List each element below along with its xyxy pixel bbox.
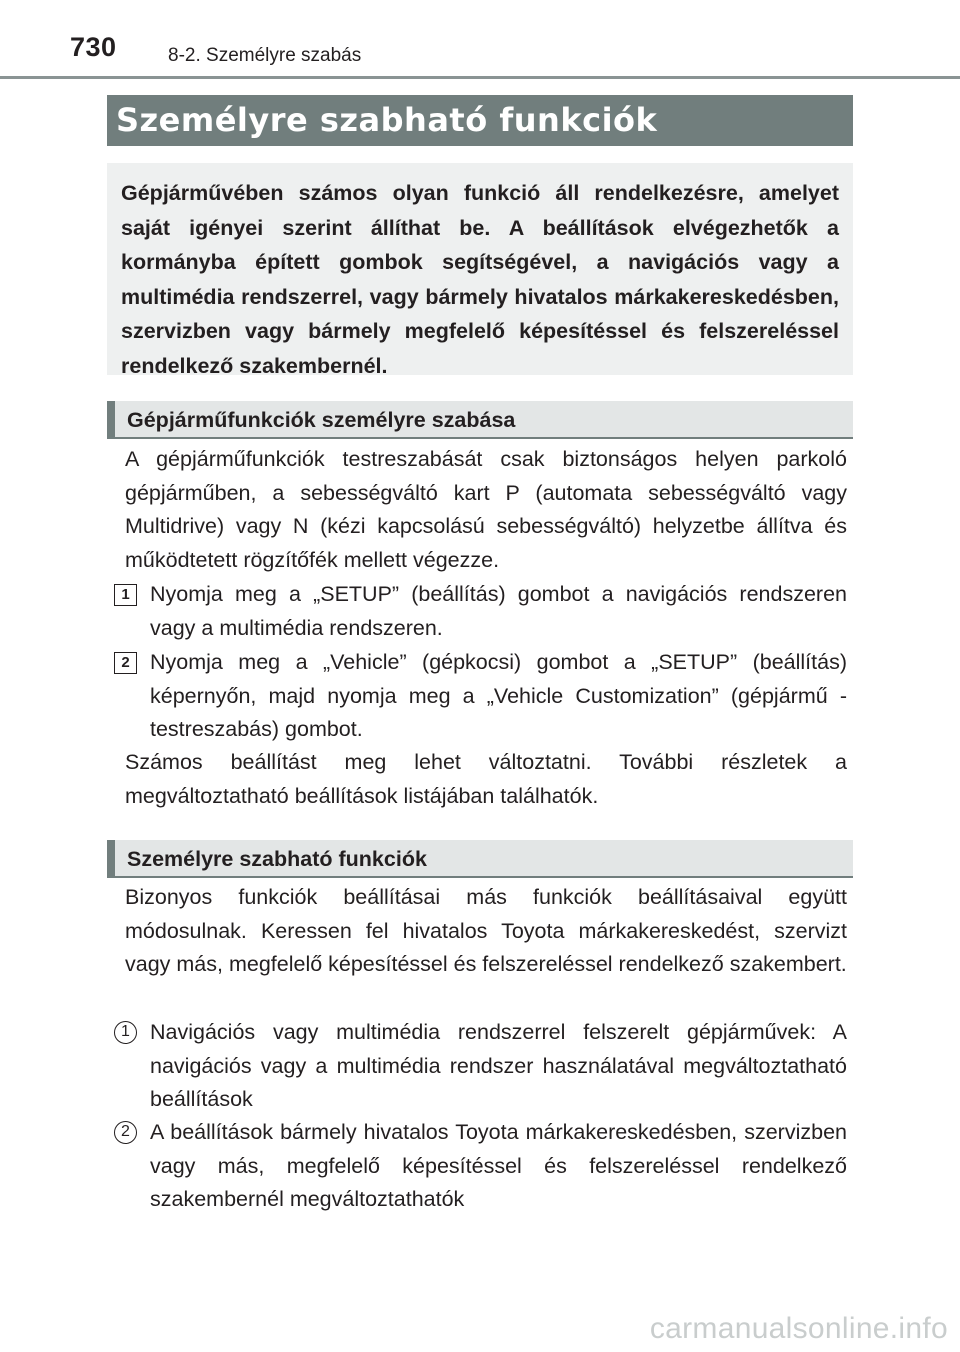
section-heading-vehicle-customization bbox=[107, 401, 853, 439]
circled-number: 1 bbox=[114, 1021, 137, 1044]
section2-paragraph: Bizonyos funkciók beállításai más funkciók beállításaival együtt módosulnak. Keressen fel hivatalos Toyota márkakereskedést, szervizt vagy más, megfelelő képesítéssel és felszereléssel rendelkező szakembert. bbox=[125, 885, 847, 976]
step-number-box: 1 bbox=[114, 584, 137, 606]
list-item-2 bbox=[114, 1116, 847, 1217]
step-number-box: 2 bbox=[114, 652, 137, 674]
step-text: Nyomja meg a „Vehicle” (gépkocsi) gombot a „SETUP” (beállítás) képernyőn, majd nyomja meg a „Vehicle Customization” (gépjármű - testreszabás) gombot. bbox=[150, 650, 847, 741]
list-item-text: A beállítások bármely hivatalos Toyota márkakereskedésben, szervizben vagy más, megfelelő képesítéssel és felszereléssel rendelkező szakembernél megváltoztathatók bbox=[150, 1120, 847, 1211]
list-item-1 bbox=[114, 1016, 847, 1117]
intro-text: Gépjárművében számos olyan funkció áll rendelkezésre, amelyet saját igényei szerint állíthat be. A beállítások elvégezhetők a kormányba épített gombok segítségével, a navigációs vagy a multimédia rendszerrel, vagy bármely hivatalos márkakereskedésben, szervizben vagy bármely megfelelő képesítéssel és felszereléssel rendelkező szakembernél. bbox=[121, 181, 839, 378]
list-item-text: Navigációs vagy multimédia rendszerrel felszerelt gépjárművek: A navigációs vagy a multimédia rendszer használatával megváltoztatható beállítások bbox=[150, 1020, 847, 1111]
page-number: 730 bbox=[70, 32, 117, 62]
step-2 bbox=[114, 646, 847, 747]
section-heading-customizable-features bbox=[107, 840, 853, 878]
step-1 bbox=[114, 578, 847, 645]
intro-box bbox=[107, 163, 853, 378]
section-label: 8-2. Személyre szabás bbox=[168, 45, 362, 66]
section1-closing: Számos beállítást meg lehet változtatni. További részletek a megváltoztatható beállítások listájában találhatók. bbox=[125, 750, 847, 808]
page-title: Személyre szabható funkciók bbox=[116, 101, 658, 139]
section1-paragraph: A gépjárműfunkciók testreszabását csak biztonságos helyen parkoló gépjárműben, a sebességváltó kart P (automata sebességváltó vagy Multidrive) vagy N (kézi kapcsolású sebességváltó) helyzetbe állítva és működtetett rögzítőfék mellett végezze. bbox=[125, 447, 847, 572]
circled-number: 2 bbox=[114, 1121, 137, 1144]
watermark-brand: carmanualsonline.info bbox=[649, 1312, 948, 1345]
step-text: Nyomja meg a „SETUP” (beállítás) gombot a navigációs rendszeren vagy a multimédia rendszeren. bbox=[150, 582, 847, 640]
section-heading-text: Gépjárműfunkciók személyre szabása bbox=[127, 408, 516, 432]
header-divider bbox=[0, 76, 960, 79]
page-header bbox=[0, 0, 960, 80]
page-title-band bbox=[107, 95, 853, 146]
section-heading-text: Személyre szabható funkciók bbox=[127, 847, 427, 871]
